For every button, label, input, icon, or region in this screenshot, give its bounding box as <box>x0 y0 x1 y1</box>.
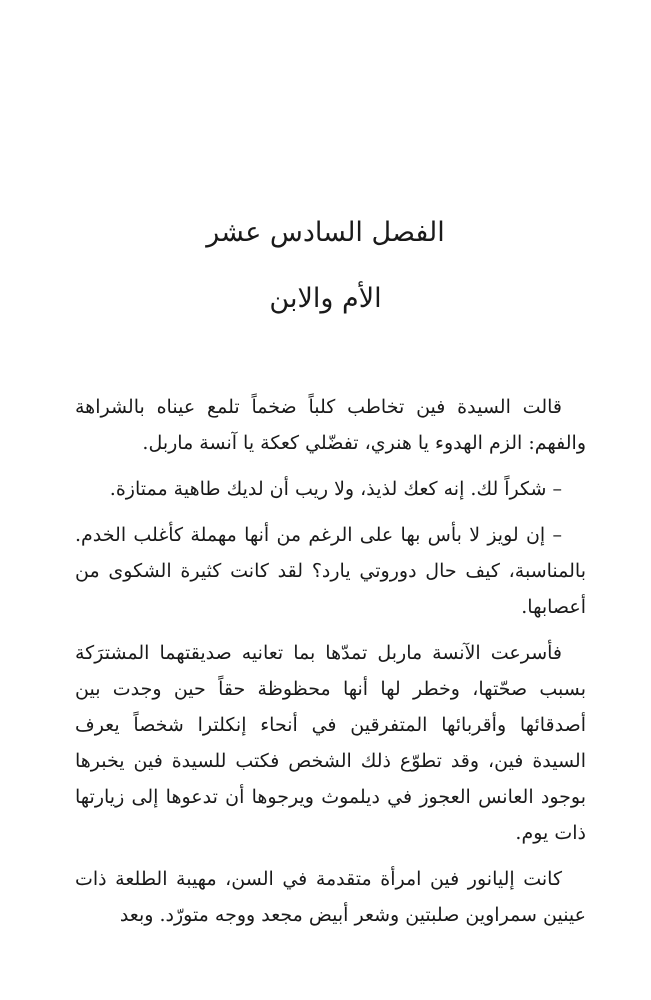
paragraph: فأسرعت الآنسة ماربل تمدّها بما تعانيه صديقتهما المشترَكة بسبب صحّتها، وخطر لها أنها محظوظة حقاً حين وجدت بين أصدقائها وأقربائها المتفرقين في أنحاء إنكلترا شخصاً يعرف السيدة فين، وقد تطوّع ذلك الشخص فكتب للسيدة فين يخبرها بوجود العانس العجوز في ديلموث ويرجوها أن تدعوها إلى زيارتها ذات يوم. <box>75 642 586 844</box>
chapter-number: الفصل السادس عشر <box>206 217 445 248</box>
chapter-body <box>75 389 586 943</box>
chapter-header <box>0 205 651 327</box>
chapter-title: الأم والابن <box>269 283 382 314</box>
paragraph: قالت السيدة فين تخاطب كلباً ضخماً تلمع عيناه بالشراهة والفهم: الزم الهدوء يا هنري، تفضّلي كعكة يا آنسة ماربل. <box>75 396 586 454</box>
dialogue-paragraph: – شكراً لك. إنه كعك لذيذ، ولا ريب أن لديك طاهية ممتازة. <box>109 478 562 500</box>
paragraph: كانت إليانور فين امرأة متقدمة في السن، مهيبة الطلعة ذات عينين سمراوين صلبتين وشعر أبيض مجعد ووجه متورّد. وبعد <box>75 868 586 926</box>
dialogue-paragraph: – إن لويز لا بأس بها على الرغم من أنها مهملة كأغلب الخدم. بالمناسبة، كيف حال دوروتي يارد؟ لقد كانت كثيرة الشكوى من أعصابها. <box>75 524 586 618</box>
